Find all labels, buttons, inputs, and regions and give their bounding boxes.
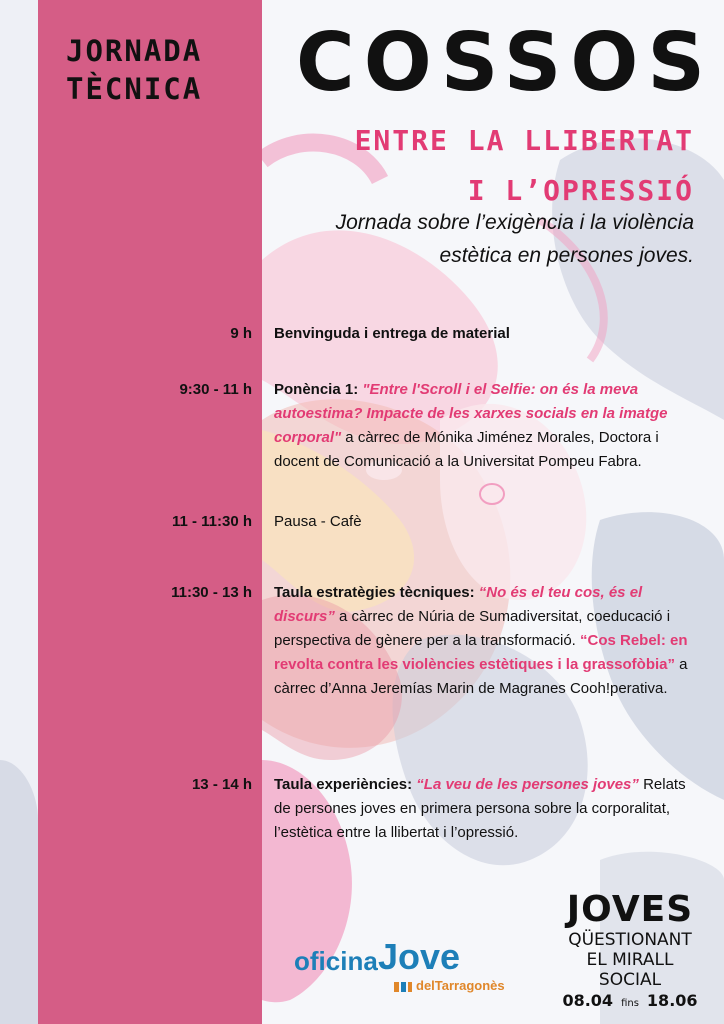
event-type-label (66, 32, 256, 108)
schedule-time: 9 h (230, 325, 252, 342)
main-title: COSSOS (296, 16, 714, 109)
intro-line1: Jornada sobre l’exigència i la violència (335, 211, 694, 234)
talk-title: “No és el teu cos, és el discurs” (274, 584, 643, 625)
talk-title-2: “Cos Rebel: en revolta contra les violències estètiques i la grassofòbia” (274, 632, 688, 673)
schedule-description (274, 581, 704, 701)
schedule-time: 9:30 - 11 h (179, 381, 252, 398)
schedule-time: 13 - 14 h (191, 776, 252, 793)
schedule-description (274, 510, 704, 534)
logo-del-text: delTarragonès (416, 978, 505, 993)
schedule-lead: Benvinguda i entrega de material (274, 325, 510, 342)
schedule-description (274, 322, 704, 346)
talk-title: "Entre l'Scroll i el Selfie: on és la meva autoestima? Impacte de les xarxes socials en la imatge corporal" (274, 381, 668, 446)
schedule-detail: a càrrec de Núria de Sumadiversitat, coeducació i perspectiva de gènere per a la transformació. (274, 608, 671, 649)
event-type-line2: TÈCNICA (66, 72, 203, 106)
schedule-detail-2: a càrrec d’Anna Jeremías Marin de Magranes Cooh!perativa. (274, 656, 688, 697)
logo-bars-icon (394, 982, 412, 992)
logo-jove-text: Jove (378, 936, 461, 977)
date-start: 08.04 (562, 991, 614, 1010)
subtitle (264, 116, 694, 216)
schedule-time: 11:30 - 13 h (171, 584, 252, 601)
logo-joves-line2: QÜESTIONANT (568, 930, 692, 950)
schedule-lead: Taula experiències: (274, 776, 417, 793)
logo-dates (560, 990, 700, 1015)
event-type-line1: JORNADA (66, 34, 203, 68)
schedule-time: 11 - 11:30 h (171, 513, 252, 530)
schedule-lead: Pausa - Cafè (274, 513, 362, 530)
oficina-jove-logo (294, 936, 544, 1002)
joves-questionant-logo (560, 889, 700, 1010)
intro-line2: estètica en persones joves. (439, 244, 694, 267)
logo-oficina-text: oficina (294, 946, 378, 976)
schedule-lead: Ponència 1: (274, 381, 363, 398)
logo-joves-line1: JOVES (566, 889, 694, 930)
subtitle-line1: ENTRE LA LLIBERTAT (354, 124, 694, 157)
subtitle-line2: I L’OPRESSIÓ (467, 174, 694, 207)
talk-title: “La veu de les persones joves” (416, 776, 639, 793)
date-fins: fins (621, 998, 639, 1009)
intro-text (254, 206, 694, 272)
schedule-description (274, 773, 704, 845)
schedule-detail: Relats de persones joves en primera persona sobre la corporalitat, l’estètica entre la llibertat i l’opressió. (274, 776, 686, 841)
schedule-lead: Taula estratègies tècniques: (274, 584, 479, 601)
schedule-detail: a càrrec de Mónika Jiménez Morales, Doctora i docent de Comunicació a la Universitat Pompeu Fabra. (274, 429, 659, 470)
schedule-description (274, 378, 704, 474)
date-end: 18.06 (646, 991, 698, 1010)
logo-joves-line3: EL MIRALL SOCIAL (586, 950, 674, 990)
